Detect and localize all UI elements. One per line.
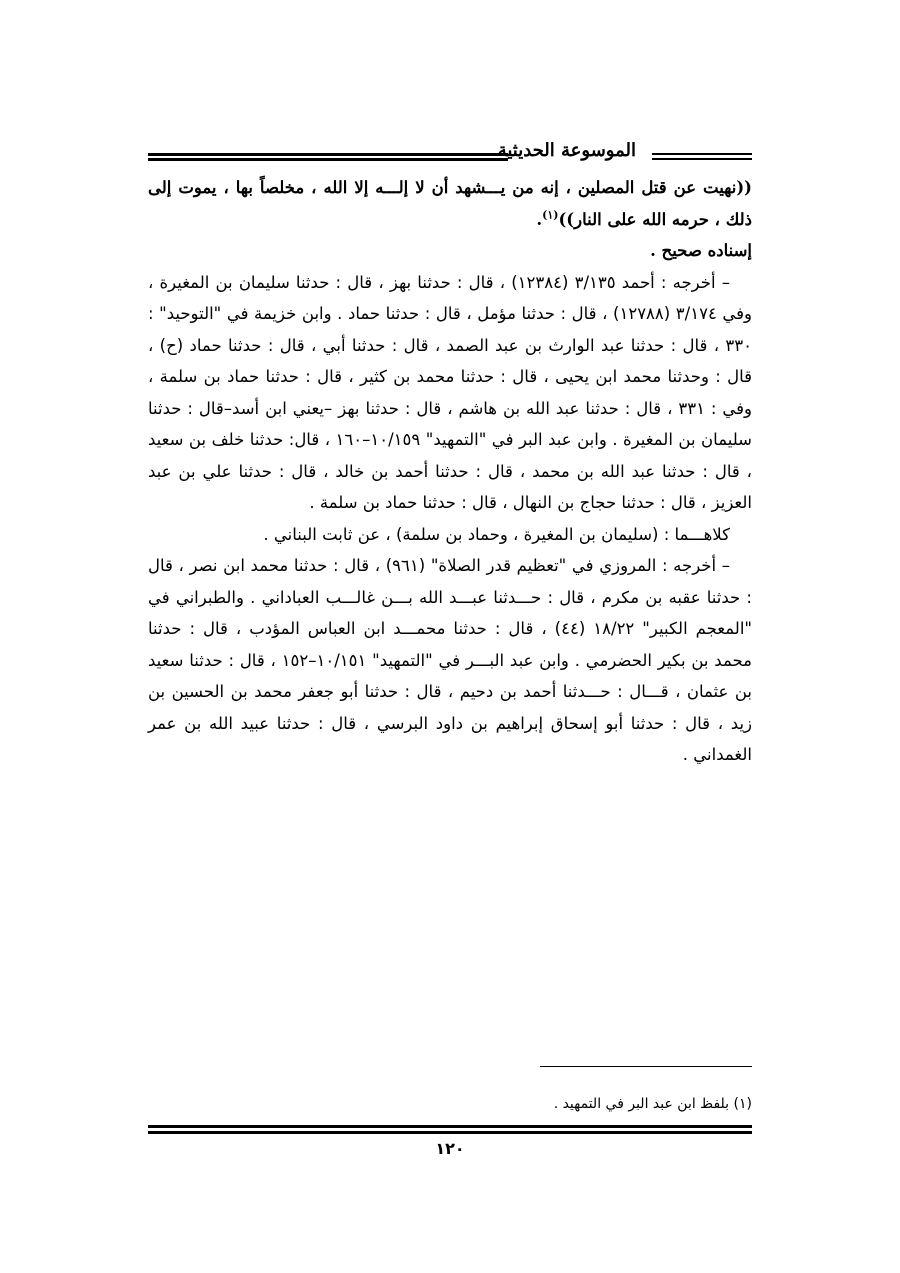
header-rule-right: [652, 153, 752, 155]
main-text: [148, 172, 752, 771]
footnote-separator: [540, 1066, 752, 1067]
hadith-text: [148, 172, 752, 235]
footnote: (١) بلفظ ابن عبد البر في التمهيد .: [553, 1096, 752, 1112]
takhrij-paragraph-1: – أخرجه : أحمد ٣/١٣٥ (١٢٣٨٤) ، قال : حدثنا بهز ، قال : حدثنا سليمان بن المغيرة ، وفي ٣/١٧٤ (١٢٧٨٨) ، قال : حدثنا مؤمل ، قال : حدثنا حماد . وابن خزيمة في "التوحيد" : ٣٣٠ ، قال : حدثنا عبد الوارث بن عبد الصمد ، قال : حدثنا أبي ، قال : حدثنا حماد (ح) ، قال : وحدثنا محمد ابن يحيى ، قال : حدثنا محمد بن كثير ، قال : حدثنا حماد بن سلمة ، وفي : ٣٣١ ، قال : حدثنا عبد الله بن هاشم ، قال : حدثنا بهز –يعني ابن أسد–قال : حدثنا سليمان بن المغيرة . وابن عبد البر في "التمهيد" ١٠/١٥٩–١٦٠ ، قال: حدثنا خلف بن سعيد ، قال : حدثنا عبد الله بن محمد ، قال : حدثنا أحمد بن خالد ، قال : حدثنا علي بن عبد العزيز ، قال : حدثنا حجاج بن النهال ، قال : حدثنا حماد بن سلمة .: [148, 272, 752, 512]
header-title: الموسوعة الحديثية: [497, 140, 636, 161]
footer-rule: [148, 1125, 752, 1128]
page-header: [148, 140, 752, 170]
takhrij-paragraph-2: كلاهـــما : (سليمان بن المغيرة ، وحماد بن سلمة) ، عن ثابت البناني .: [263, 524, 730, 544]
page-number: ١٢٠: [435, 1139, 465, 1158]
takhrij-paragraph-3: – أخرجه : المروزي في "تعظيم قدر الصلاة" (٩٦١) ، قال : حدثنا محمد ابن نصر ، قال : حدثنا عقبه بن مكرم ، قال : حـــدثنا عبـــد الله بـــن غالـــب العباداني . والطبراني في "المعجم الكبير" ١٨/٢٢ (٤٤) ، قال : حدثنا محمـــد ابن العباس المؤدب ، قال : حدثنا محمد بن بكير الحضرمي . وابن عبد البـــر في "التمهيد" ١٠/١٥١–١٥٢ ، قال : حدثنا سعيد بن عثمان ، قـــال : حـــدثنا أحمد بن دحيم ، قال : حدثنا أبو جعفر محمد بن الحسين بن زيد ، قال : حدثنا أبو إسحاق إبراهيم بن داود البرسي ، قال : حدثنا عبيد الله بن عمر الغمداني .: [148, 556, 752, 764]
isnad-grade: إسناده صحيح .: [650, 241, 752, 260]
footnote-marker: (١): [542, 208, 559, 221]
hadith-end: .: [536, 209, 543, 229]
hadith-quote: ((نهيت عن قتل المصلين ، إنه من يـــشهد أن لا إلـــه إلا الله ، مخلصاً بها ، يموت إلى ذلك ، حرمه الله على النار)): [148, 178, 752, 229]
header-rule-left: [148, 153, 508, 156]
